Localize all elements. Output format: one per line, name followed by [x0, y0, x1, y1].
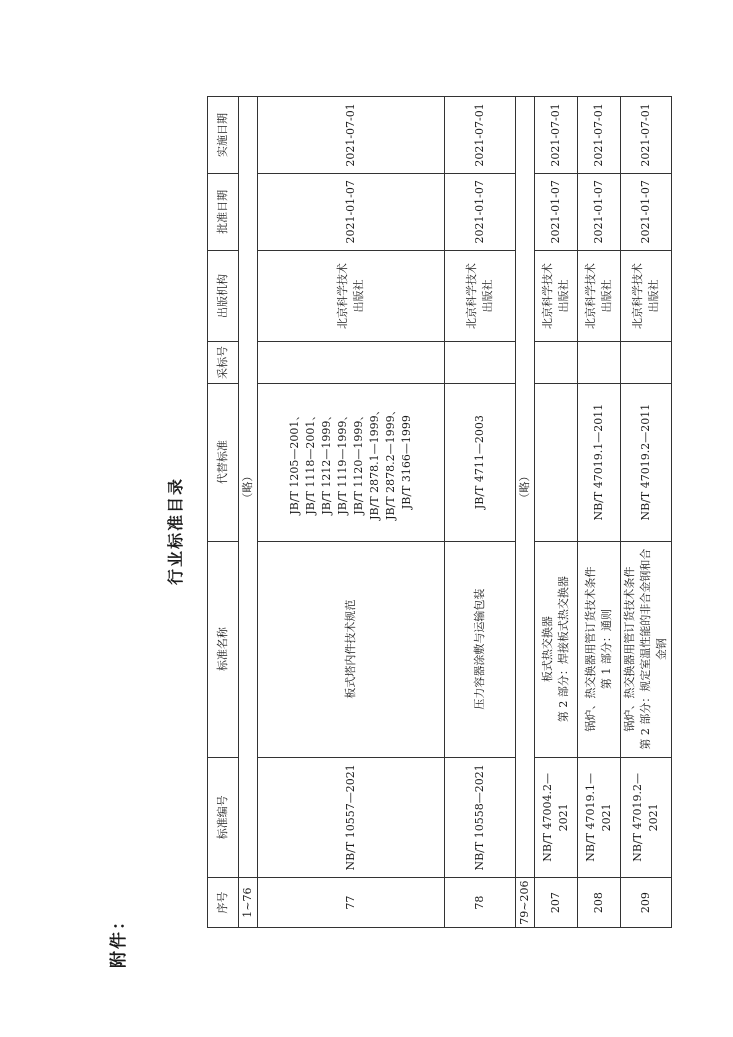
cell-replaced-standard: JB/T 1205—2001、 JB/T 1118—2001、 JB/T 1212—1999、 JB/T 1119—1999、 JB/T 1120—1999、 JB/T 2878.1—1999、 JB/T 2878.2—1999、 JB/T 3166—1999 — [258, 383, 445, 541]
cell-standard-name: 锅炉、热交换器用管订货技术条件 第 1 部分：通则 — [578, 541, 621, 757]
cell-standard-name: 板式塔内件技术规范 — [258, 541, 445, 757]
standards-table — [207, 96, 672, 928]
header-implementation-date: 实施日期 — [208, 97, 239, 174]
cell-seq: 207 — [535, 878, 578, 928]
header-standard-name: 标准名称 — [208, 541, 239, 757]
cell-adopted-number — [621, 342, 672, 384]
cell-approval-date: 2021-01-07 — [535, 173, 578, 250]
cell-adopted-number — [578, 342, 621, 384]
cell-seq: 77 — [258, 878, 445, 928]
cell-omitted-note: （略） — [516, 97, 535, 878]
table-row — [445, 97, 516, 928]
cell-replaced-standard: JB/T 4711—2003 — [445, 383, 516, 541]
table-row-omitted — [516, 97, 535, 928]
annex-label: 附件： — [109, 911, 129, 968]
cell-publisher: 北京科学技术 出版社 — [578, 250, 621, 341]
header-standard-number: 标准编号 — [208, 757, 239, 877]
page-title: 行业标准目录 — [166, 476, 185, 585]
cell-publisher: 北京科学技术 出版社 — [445, 250, 516, 341]
cell-replaced-standard — [535, 383, 578, 541]
cell-approval-date: 2021-01-07 — [621, 173, 672, 250]
header-publisher: 出版机构 — [208, 250, 239, 341]
cell-standard-number: NB/T 47019.1—2021 — [578, 757, 621, 877]
cell-replaced-standard: NB/T 47019.1—2011 — [578, 383, 621, 541]
cell-standard-name: 板式热交换器 第 2 部分：焊接板式热交换器 — [535, 541, 578, 757]
cell-standard-number: NB/T 47019.2—2021 — [621, 757, 672, 877]
cell-seq: 78 — [445, 878, 516, 928]
cell-adopted-number — [535, 342, 578, 384]
header-replaced-standard: 代替标准 — [208, 383, 239, 541]
cell-approval-date: 2021-01-07 — [258, 173, 445, 250]
table-row — [535, 97, 578, 928]
cell-implementation-date: 2021-07-01 — [445, 97, 516, 174]
cell-seq: 209 — [621, 878, 672, 928]
cell-implementation-date: 2021-07-01 — [258, 97, 445, 174]
table-row — [621, 97, 672, 928]
header-adopted-number: 采标号 — [208, 342, 239, 384]
cell-publisher: 北京科学技术 出版社 — [535, 250, 578, 341]
cell-approval-date: 2021-01-07 — [445, 173, 516, 250]
cell-adopted-number — [445, 342, 516, 384]
cell-publisher: 北京科学技术 出版社 — [258, 250, 445, 341]
cell-implementation-date: 2021-07-01 — [578, 97, 621, 174]
cell-omitted-note: （略） — [239, 97, 258, 878]
cell-seq: 79~206 — [516, 878, 535, 928]
cell-standard-name: 压力容器涂敷与运输包装 — [445, 541, 516, 757]
cell-standard-number: NB/T 47004.2—2021 — [535, 757, 578, 877]
header-seq: 序号 — [208, 878, 239, 928]
table-row — [258, 97, 445, 928]
cell-standard-name: 锅炉、热交换器用管订货技术条件 第 2 部分：规定室温性能的非合金钢和合金钢 — [621, 541, 672, 757]
cell-seq: 1~76 — [239, 878, 258, 928]
cell-seq: 208 — [578, 878, 621, 928]
cell-replaced-standard: NB/T 47019.2—2011 — [621, 383, 672, 541]
cell-implementation-date: 2021-07-01 — [621, 97, 672, 174]
cell-publisher: 北京科学技术 出版社 — [621, 250, 672, 341]
table-row — [578, 97, 621, 928]
standards-table-container — [207, 96, 668, 928]
cell-adopted-number — [258, 342, 445, 384]
header-approval-date: 批准日期 — [208, 173, 239, 250]
cell-approval-date: 2021-01-07 — [578, 173, 621, 250]
table-header-row — [208, 97, 239, 928]
cell-standard-number: NB/T 10558—2021 — [445, 757, 516, 877]
table-row-omitted — [239, 97, 258, 928]
cell-implementation-date: 2021-07-01 — [535, 97, 578, 174]
cell-standard-number: NB/T 10557—2021 — [258, 757, 445, 877]
